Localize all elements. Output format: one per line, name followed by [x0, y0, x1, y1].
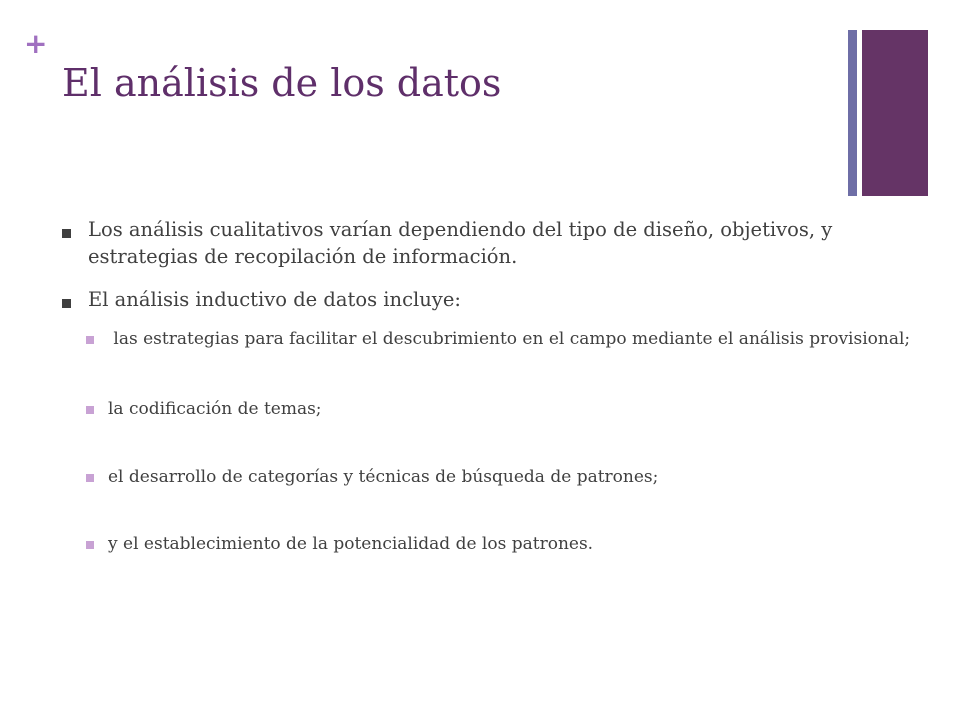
slide-content	[62, 216, 912, 558]
bullet-text: El análisis inductivo de datos incluye:	[88, 287, 461, 311]
bullet-item	[62, 216, 912, 271]
sub-bullet-text: el desarrollo de categorías y técnicas de búsqueda de patrones;	[108, 466, 659, 487]
accent-bar-thin	[848, 30, 857, 196]
sub-bullet-item	[62, 465, 912, 491]
sub-bullet-item	[62, 532, 912, 558]
sub-bullet-list	[62, 327, 912, 558]
sub-bullet-item	[62, 327, 912, 353]
square-bullet-icon	[86, 541, 94, 549]
sub-bullet-text: la codificación de temas;	[108, 399, 322, 420]
square-bullet-icon	[86, 336, 94, 344]
bullet-item	[62, 286, 912, 313]
square-bullet-icon	[86, 406, 94, 414]
bullet-text: Los análisis cualitativos varían dependiendo del tipo de diseño, objetivos, y estrategias de recopilación de información.	[88, 218, 833, 269]
sub-bullet-item	[62, 397, 912, 423]
slide-title: El análisis de los datos	[62, 61, 502, 105]
square-bullet-icon	[86, 474, 94, 482]
square-bullet-icon	[62, 229, 71, 238]
square-bullet-icon	[62, 299, 71, 308]
sub-bullet-text: las estrategias para facilitar el descubrimiento en el campo mediante el análisis provisional;	[108, 328, 911, 349]
sub-bullet-text: y el establecimiento de la potencialidad de los patrones.	[108, 534, 594, 555]
plus-icon: +	[24, 27, 48, 60]
accent-bar-wide	[862, 30, 928, 196]
